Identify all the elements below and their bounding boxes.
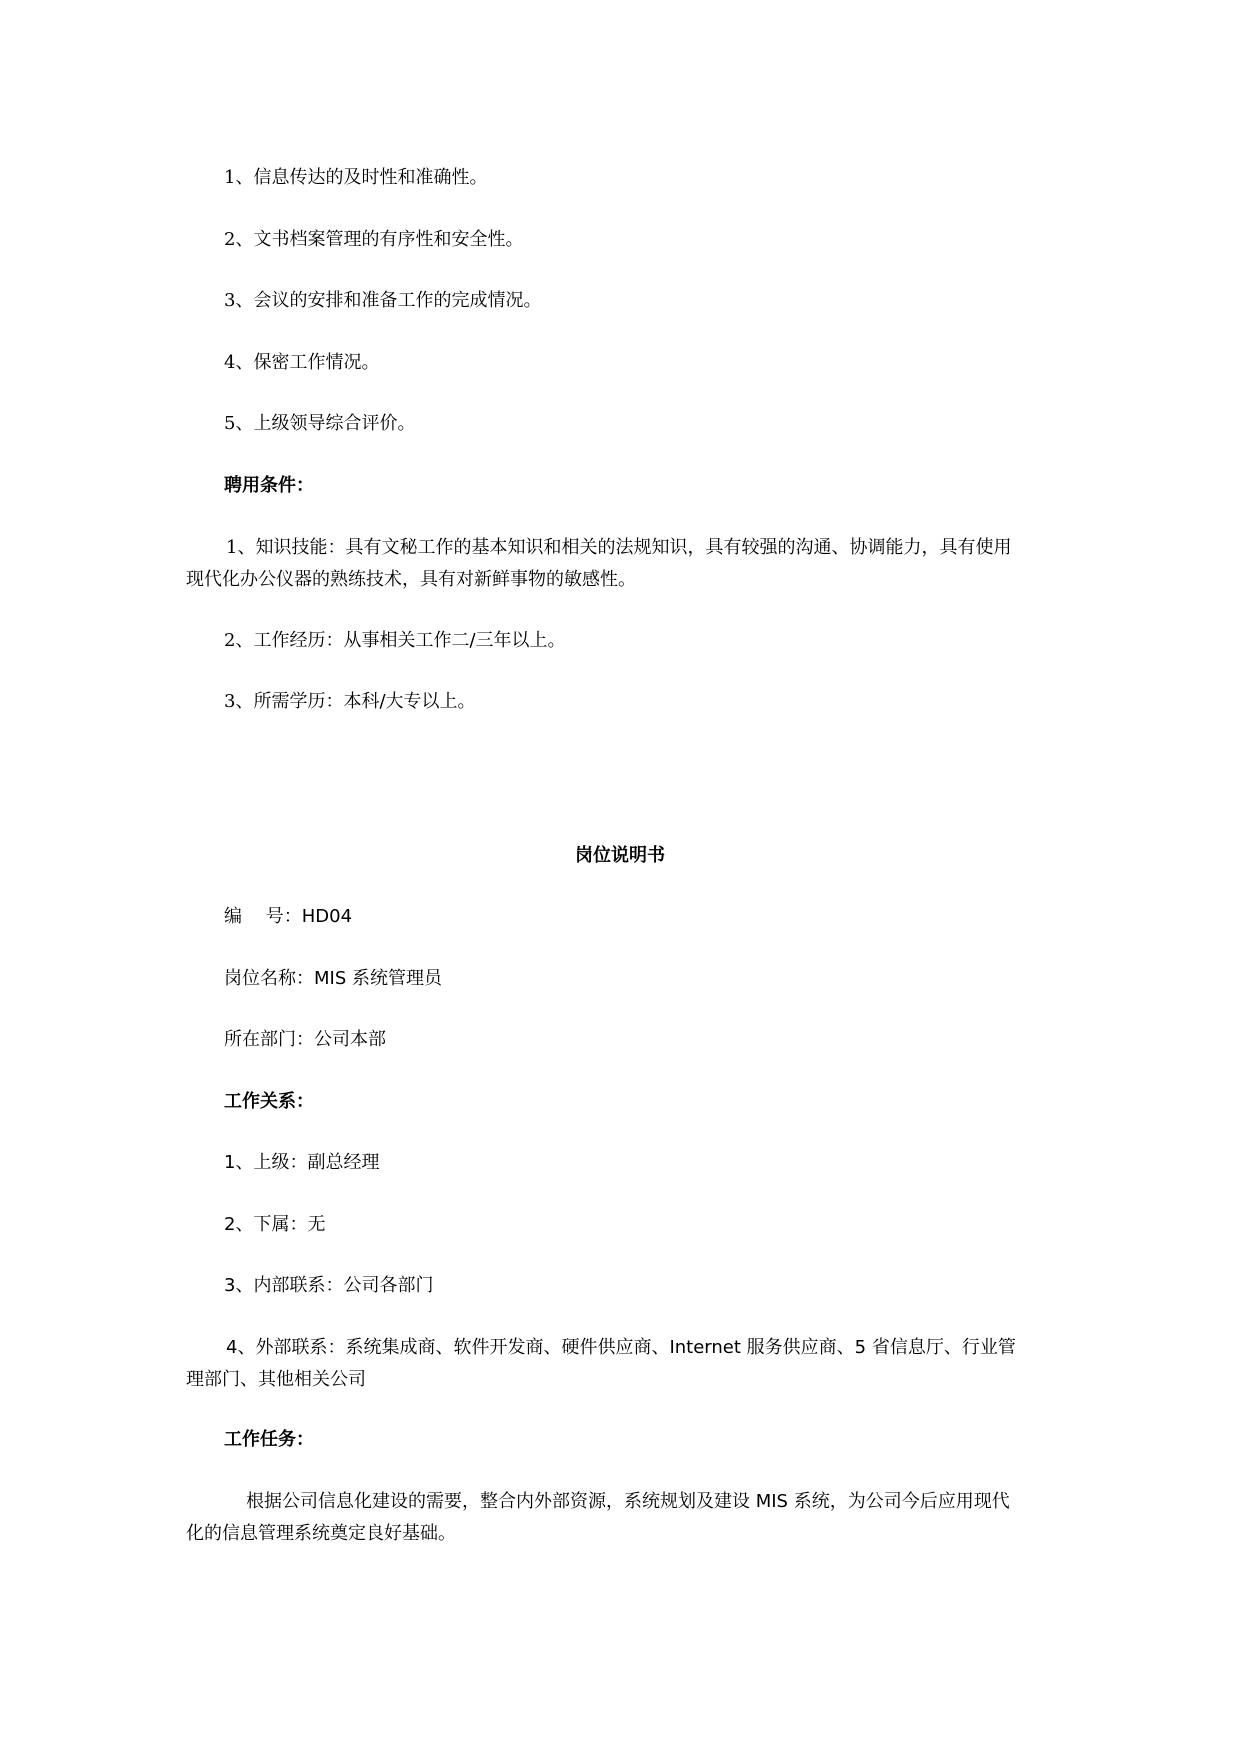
eval-item-3: 3、会议的安排和准备工作的完成情况。 xyxy=(224,290,542,311)
position-code: 编 号：HD04 xyxy=(224,906,353,927)
hire-item-3: 3、所需学历：本科/大专以上。 xyxy=(224,691,476,712)
eval-item-4: 4、保密工作情况。 xyxy=(224,352,380,373)
relation-superior: 1、上级：副总经理 xyxy=(224,1152,380,1173)
relation-subordinate: 2、下属：无 xyxy=(224,1214,326,1235)
task-heading: 工作任务： xyxy=(224,1429,314,1450)
document-title: 岗位说明书 xyxy=(575,845,665,866)
eval-item-2: 2、文书档案管理的有序性和安全性。 xyxy=(224,229,524,250)
eval-item-5: 5、上级领导综合评价。 xyxy=(224,413,416,434)
hire-item-1: 1、知识技能：具有文秘工作的基本知识和相关的法规知识，具有较强的沟通、协调能力，具有使用 现代化办公仪器的熟练技术，具有对新鲜事物的敏感性。 xyxy=(186,537,1012,590)
department: 所在部门：公司本部 xyxy=(224,1029,386,1050)
relation-external: 4、外部联系：系统集成商、软件开发商、硬件供应商、Internet 服务供应商、5 省信息厅、行业管 理部门、其他相关公司 xyxy=(186,1337,1016,1390)
eval-item-1: 1、信息传达的及时性和准确性。 xyxy=(224,167,488,188)
hire-heading: 聘用条件： xyxy=(224,475,314,496)
task-description: 根据公司信息化建设的需要，整合内外部资源，系统规划及建设 MIS 系统，为公司今后应用现代 化的信息管理系统奠定良好基础。 xyxy=(186,1491,1010,1544)
position-name: 岗位名称：MIS 系统管理员 xyxy=(224,968,442,989)
relation-internal: 3、内部联系：公司各部门 xyxy=(224,1275,434,1296)
hire-item-2: 2、工作经历：从事相关工作二/三年以上。 xyxy=(224,630,566,651)
relations-heading: 工作关系： xyxy=(224,1091,314,1112)
